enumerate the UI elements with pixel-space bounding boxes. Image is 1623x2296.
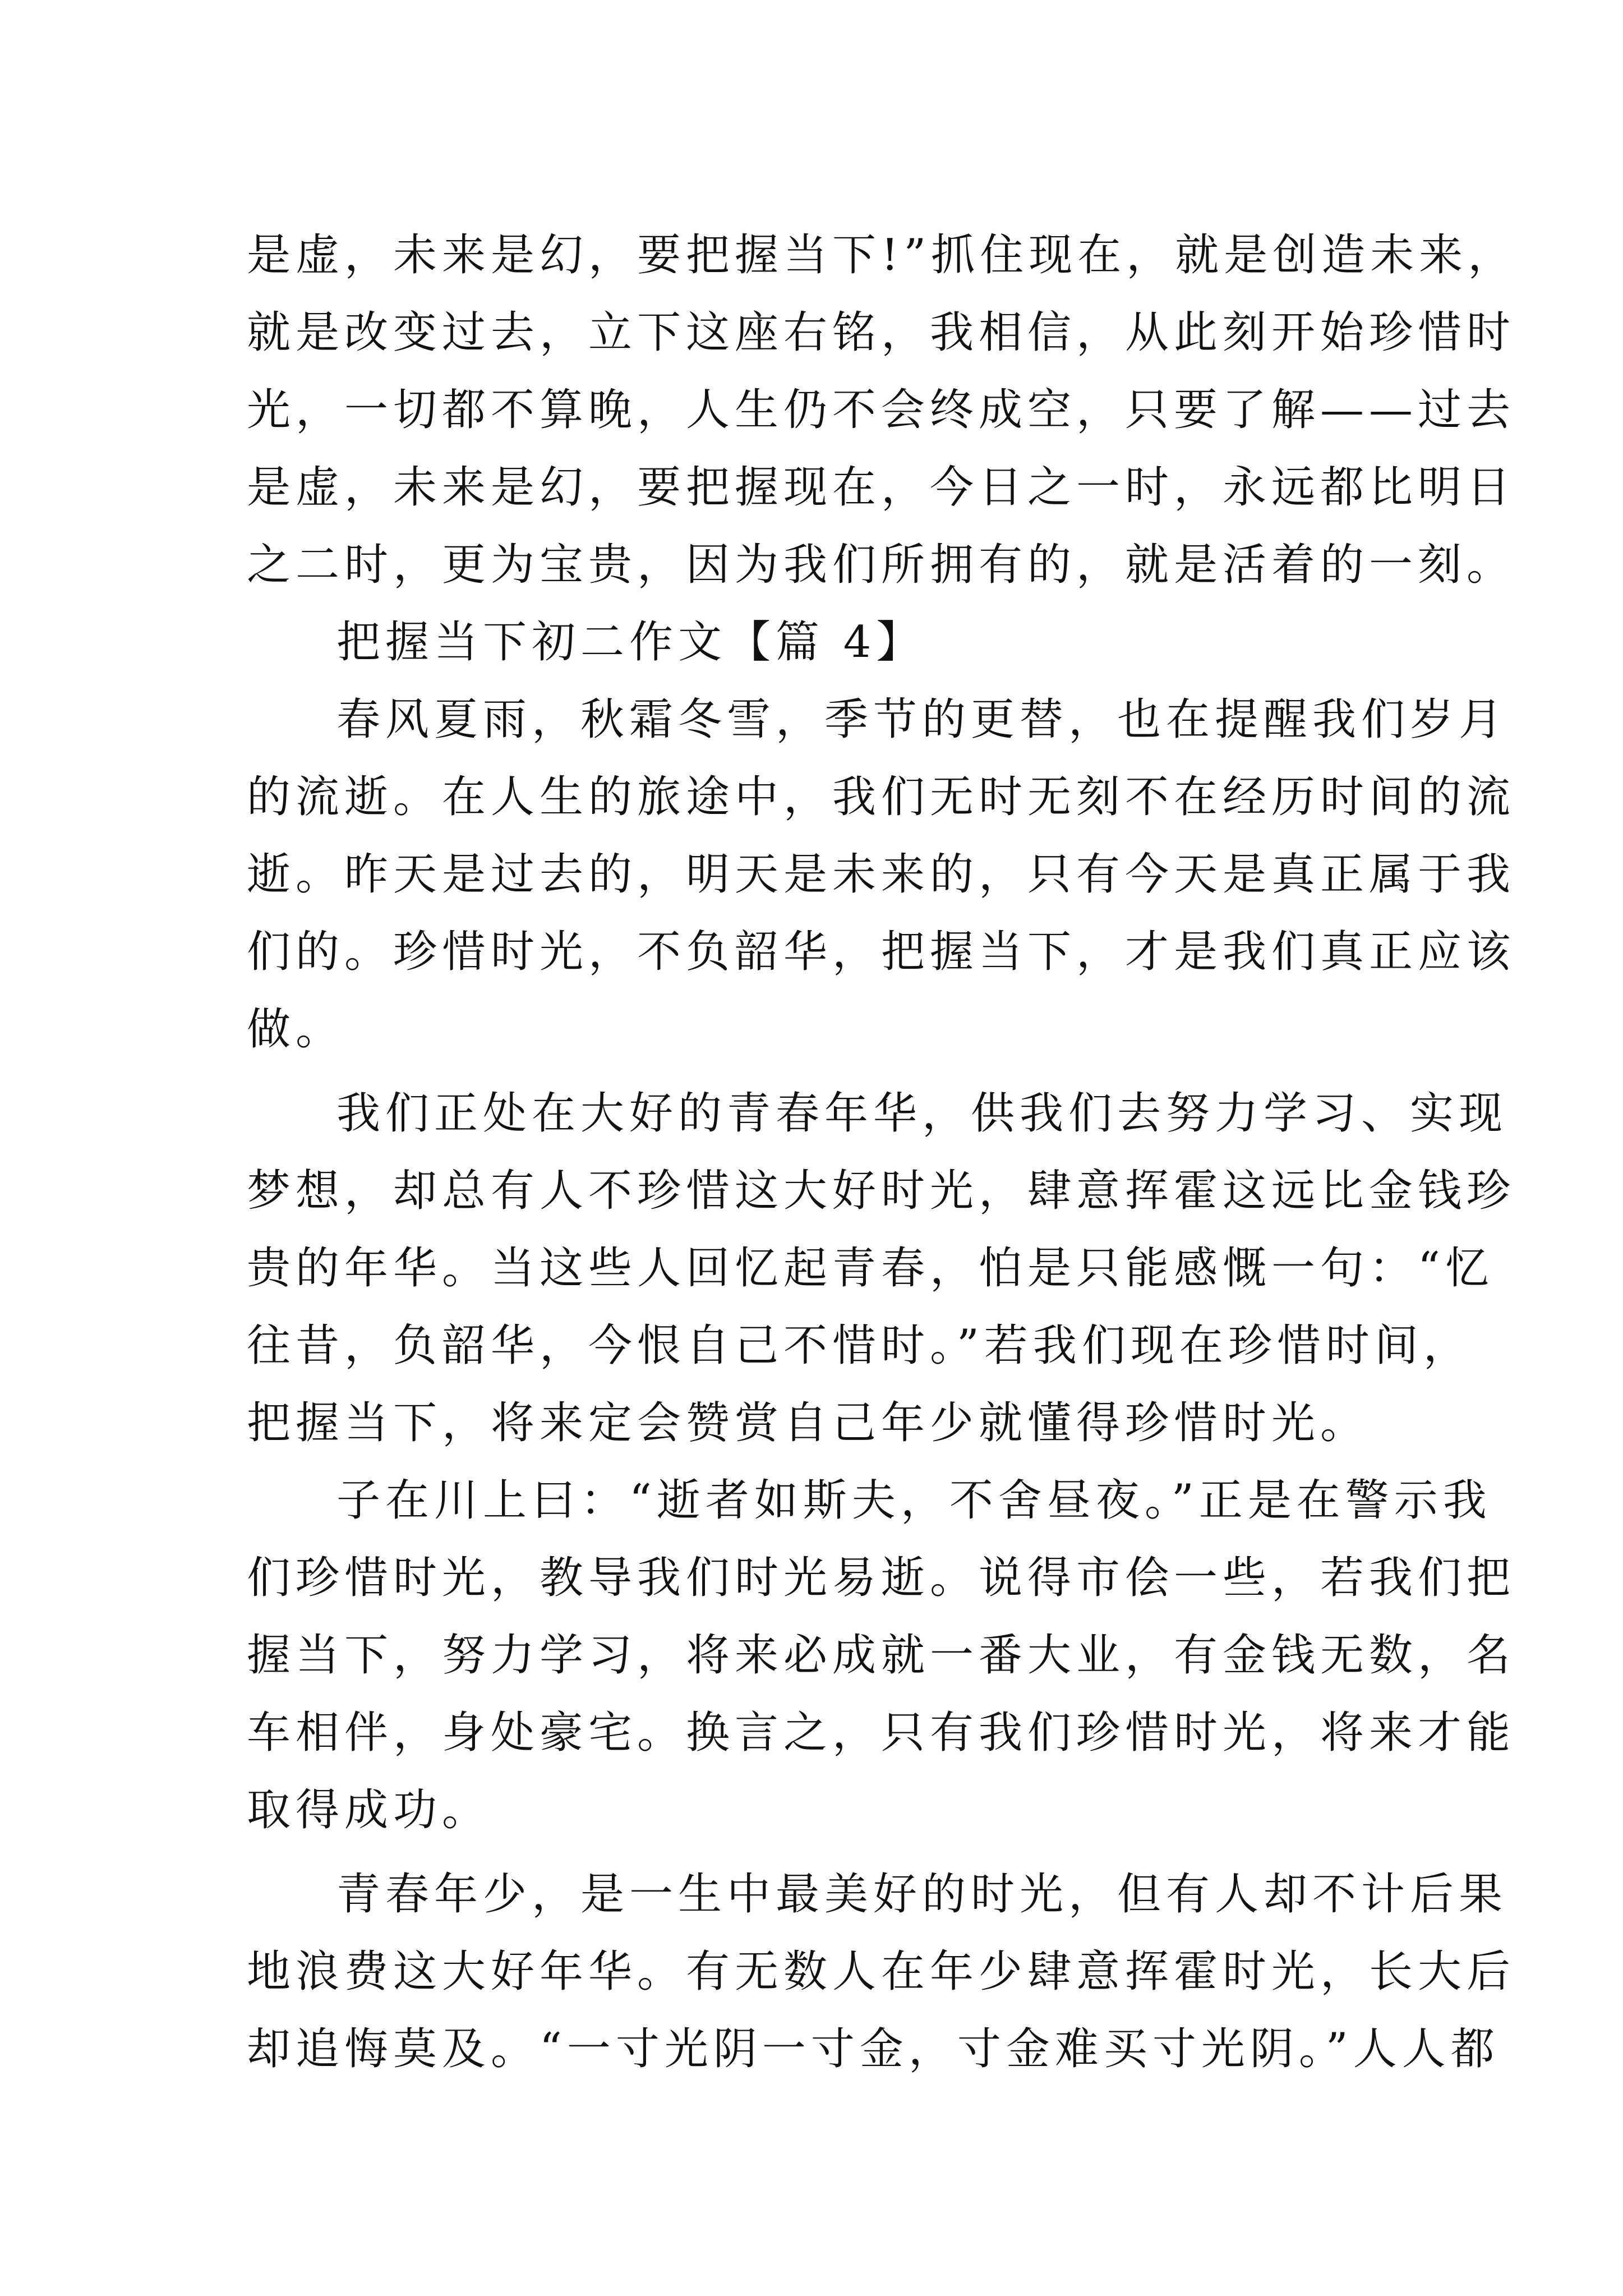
text-line: 们的。珍惜时光，不负韶华，把握当下，才是我们真正应该 [247, 927, 1516, 977]
text-line: 地浪费这大好年华。有无数人在年少肆意挥霍时光，长大后 [247, 1947, 1516, 1997]
text-line: 子在川上曰：“逝者如斯夫，不舍昼夜。”正是在警示我 [336, 1475, 1492, 1526]
text-line: 的流逝。在人生的旅途中，我们无时无刻不在经历时间的流 [247, 772, 1516, 822]
text-line: 我们正处在大好的青春年华，供我们去努力学习、实现 [336, 1088, 1508, 1139]
text-line: 之二时，更为宝贵，因为我们所拥有的，就是活着的一刻。 [247, 540, 1516, 590]
text-line: 是虚，未来是幻，要把握当下!”抓住现在，就是创造未来， [247, 230, 1517, 280]
text-line: 车相伴，身处豪宅。换言之，只有我们珍惜时光，将来才能 [247, 1708, 1516, 1758]
text-line: 光，一切都不算晚，人生仍不会终成空，只要了解——过去 [247, 385, 1516, 435]
text-line: 春风夏雨，秋霜冬雪，季节的更替，也在提醒我们岁月 [336, 694, 1508, 745]
text-line: 逝。昨天是过去的，明天是未来的，只有今天是真正属于我 [247, 849, 1516, 900]
text-line: 是虚，未来是幻，要把握现在，今日之一时，永远都比明日 [247, 462, 1516, 513]
section-heading: 把握当下初二作文【篇 4】 [336, 617, 925, 668]
text-line: 却追悔莫及。“一寸光阴一寸金，寸金难买寸光阴。”人人都 [247, 2024, 1500, 2074]
text-line: 梦想，却总有人不珍惜这大好时光，肆意挥霍这远比金钱珍 [247, 1166, 1516, 1216]
text-line: 们珍惜时光，教导我们时光易逝。说得市侩一些，若我们把 [247, 1553, 1516, 1603]
text-line: 贵的年华。当这些人回忆起青春，怕是只能感慨一句：“忆 [247, 1243, 1494, 1294]
text-line: 青春年少，是一生中最美好的时光，但有人却不计后果 [336, 1869, 1508, 1920]
text-line: 把握当下，将来定会赞赏自己年少就懂得珍惜时光。 [247, 1398, 1370, 1448]
text-line: 往昔，负韶华，今恨自己不惜时。”若我们现在珍惜时间， [247, 1320, 1472, 1371]
text-line: 就是改变过去，立下这座右铭，我相信，从此刻开始珍惜时 [247, 307, 1516, 358]
text-line: 握当下，努力学习，将来必成就一番大业，有金钱无数，名 [247, 1630, 1516, 1681]
text-line: 取得成功。 [247, 1785, 491, 1835]
text-line: 做。 [247, 1004, 345, 1055]
